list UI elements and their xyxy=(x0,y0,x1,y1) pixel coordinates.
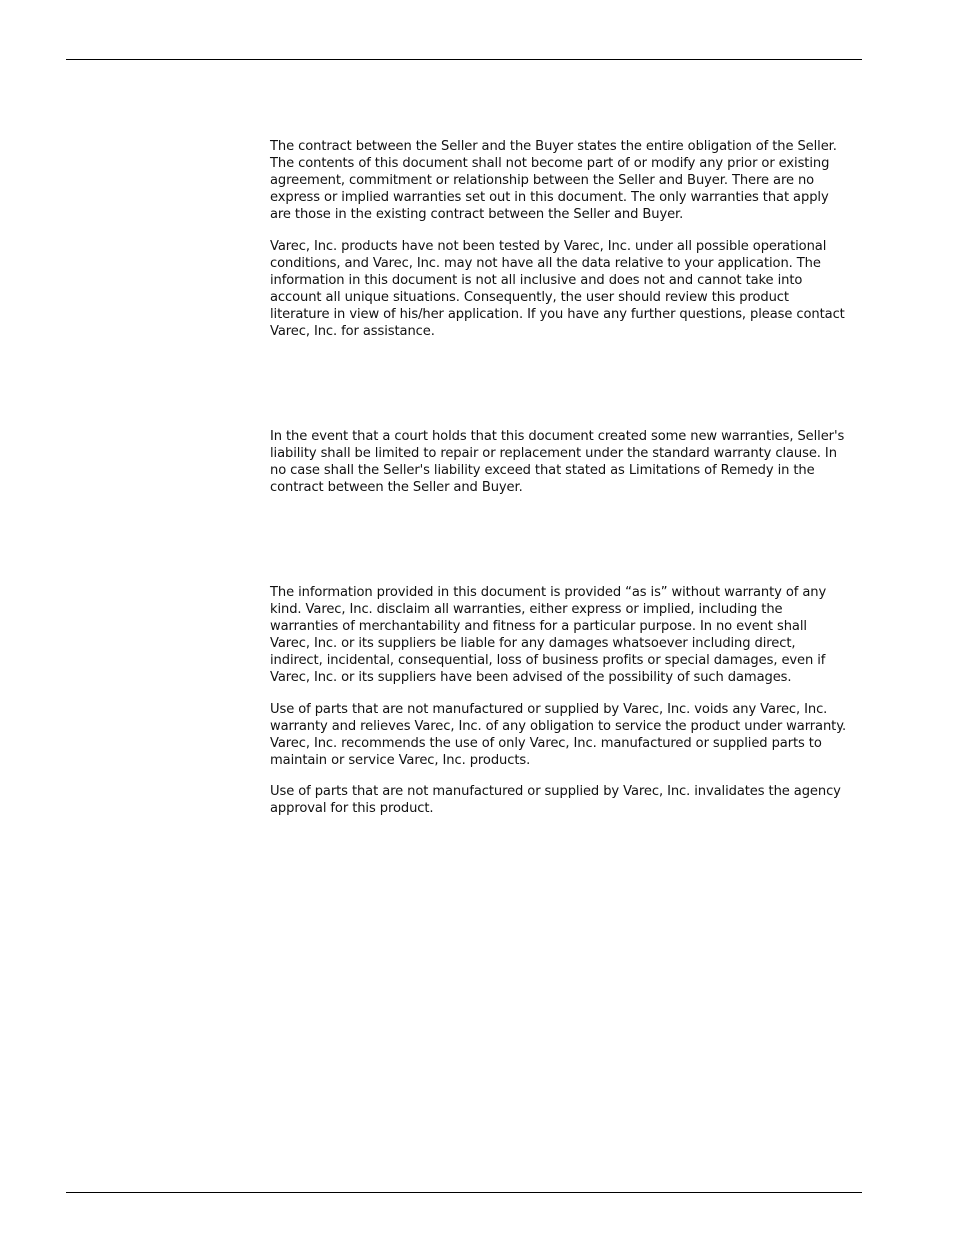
text-line: Varec, Inc. or its suppliers be liable for any damages whatsoever including direct, xyxy=(270,636,796,652)
text-line: Varec, Inc. products have not been tested by Varec, Inc. under all possible operational xyxy=(270,239,827,254)
text-line: indirect, incidental, consequential, loss of business profits or special damages, even if xyxy=(270,653,826,669)
text-line: maintain or service Varec, Inc. products. xyxy=(270,753,531,769)
text-line: Use of parts that are not manufactured or supplied by Varec, Inc. invalidates the agency xyxy=(270,784,841,799)
paragraph-warranty-disclaimer xyxy=(270,584,862,687)
text-line: Varec, Inc. or its suppliers have been advised of the possibility of such damages. xyxy=(270,670,792,686)
text-line: Use of parts that are not manufactured or supplied by Varec, Inc. voids any Varec, Inc. xyxy=(270,702,828,717)
text-line: The contents of this document shall not become part of or modify any prior or existing xyxy=(270,156,830,172)
text-line: are those in the existing contract between the Seller and Buyer. xyxy=(270,207,684,223)
text-line: liability shall be limited to repair or replacement under the standard warranty clause. In xyxy=(270,446,837,462)
paragraph-agency-approval xyxy=(270,783,862,817)
text-line: approval for this product. xyxy=(270,801,434,817)
paragraph-contract-obligation xyxy=(270,138,862,223)
header-rule xyxy=(66,59,862,60)
paragraph-liability-limitation xyxy=(270,428,862,496)
text-line: information in this document is not all inclusive and does not and cannot take into xyxy=(270,273,803,289)
text-line: literature in view of his/her application. If you have any further questions, please contact xyxy=(270,307,845,323)
text-line: kind. Varec, Inc. disclaim all warranties, either express or implied, including the xyxy=(270,602,783,618)
text-line: express or implied warranties set out in this document. The only warranties that apply xyxy=(270,190,829,206)
text-line: The information provided in this document is provided “as is” without warranty of any xyxy=(270,585,827,600)
paragraph-testing-conditions xyxy=(270,238,862,341)
text-line: conditions, and Varec, Inc. may not have all the data relative to your application. The xyxy=(270,256,821,272)
text-line: contract between the Seller and Buyer. xyxy=(270,480,523,496)
text-line: The contract between the Seller and the Buyer states the entire obligation of the Seller. xyxy=(270,139,837,154)
text-line: Varec, Inc. recommends the use of only Varec, Inc. manufactured or supplied parts to xyxy=(270,736,822,752)
text-line: no case shall the Seller's liability exceed that stated as Limitations of Remedy in the xyxy=(270,463,815,479)
text-line: warranty and relieves Varec, Inc. of any obligation to service the product under warranty. xyxy=(270,719,847,735)
text-line: account all unique situations. Consequently, the user should review this product xyxy=(270,290,789,306)
paragraph-parts-warranty xyxy=(270,701,862,769)
text-line: In the event that a court holds that this document created some new warranties, Seller's xyxy=(270,429,845,444)
text-line: warranties of merchantability and fitness for a particular purpose. In no event shall xyxy=(270,619,807,635)
text-line: agreement, commitment or relationship between the Seller and Buyer. There are no xyxy=(270,173,815,189)
text-line: Varec, Inc. for assistance. xyxy=(270,324,435,340)
footer-rule xyxy=(66,1192,862,1193)
